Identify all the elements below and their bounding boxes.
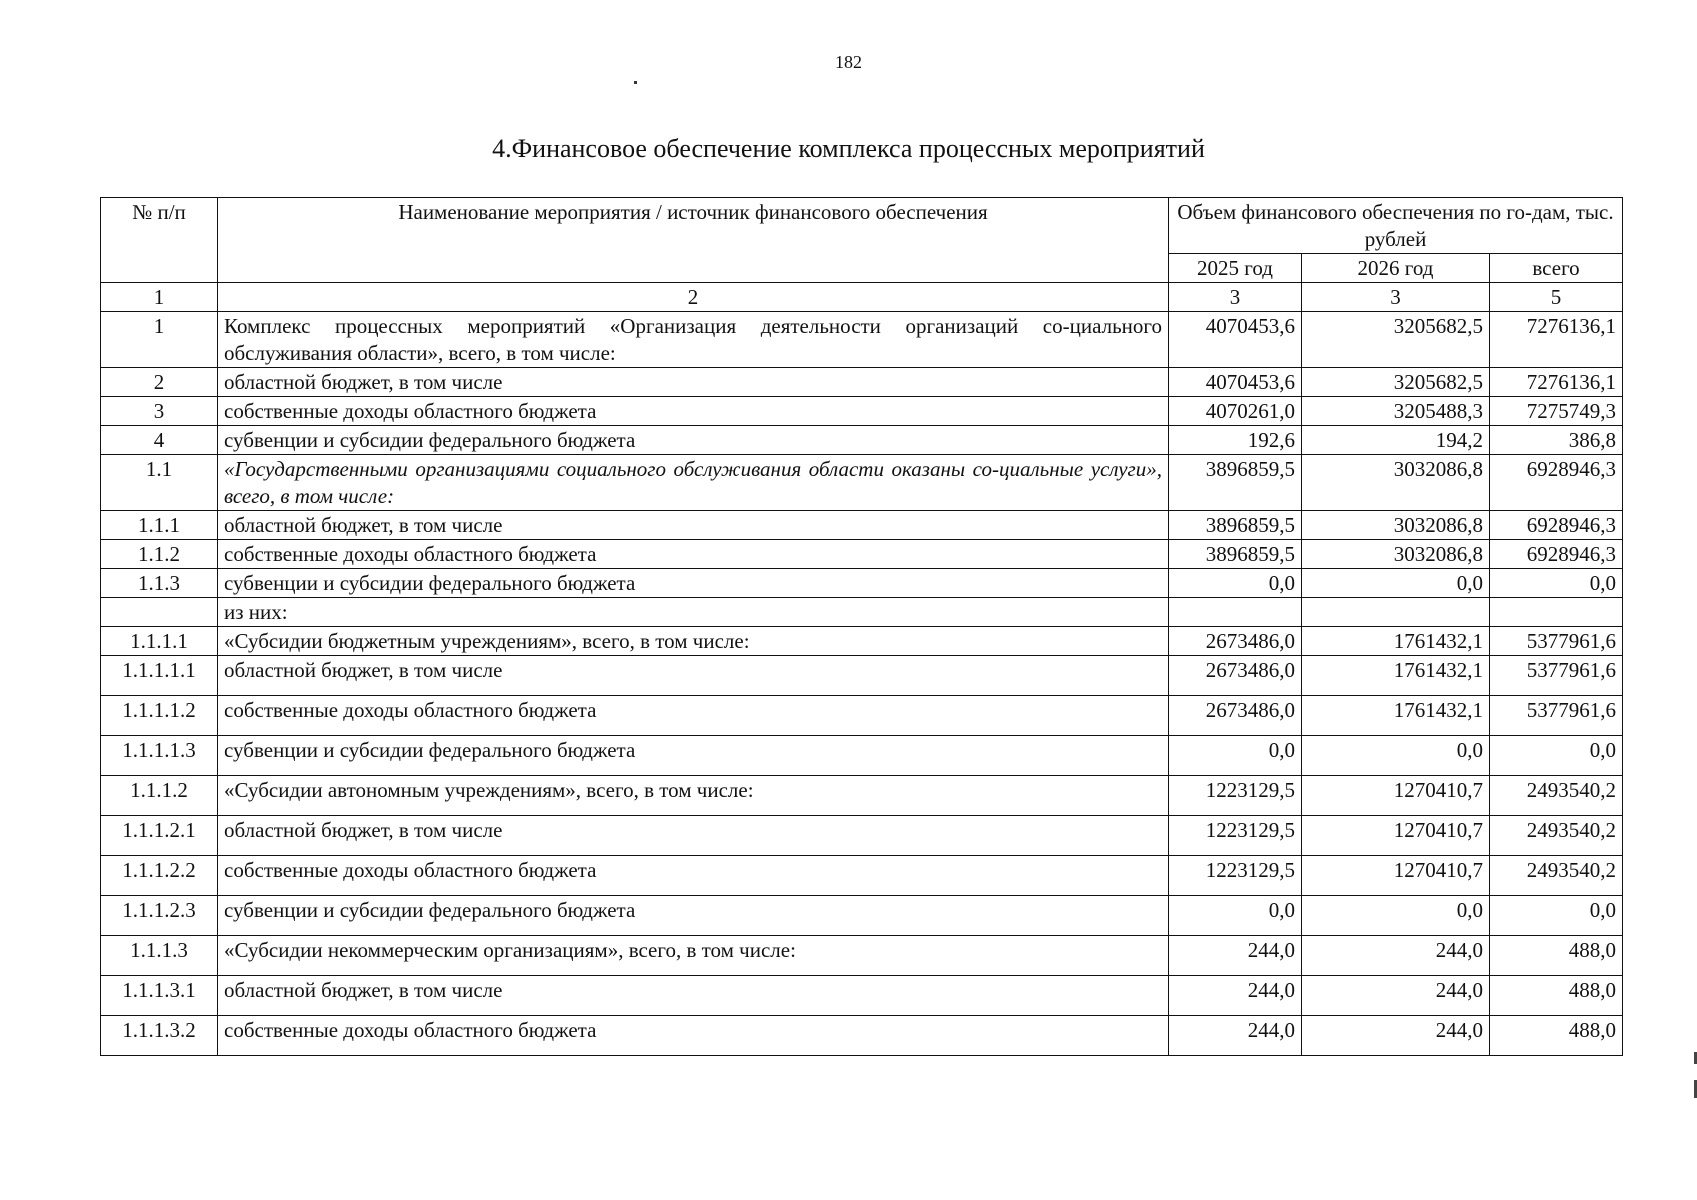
value-2025: 2673486,0 xyxy=(1169,627,1302,656)
row-number xyxy=(101,598,218,627)
value-2025: 2673486,0 xyxy=(1169,656,1302,696)
value-2026: 244,0 xyxy=(1302,936,1490,976)
table-row xyxy=(101,1016,1623,1056)
value-2026: 3205682,5 xyxy=(1302,312,1490,368)
value-2025: 0,0 xyxy=(1169,569,1302,598)
value-2026: 1270410,7 xyxy=(1302,816,1490,856)
row-number: 1.1.1.3.2 xyxy=(101,1016,218,1056)
value-total: 6928946,3 xyxy=(1490,455,1623,511)
value-total: 5377961,6 xyxy=(1490,627,1623,656)
value-total: 7276136,1 xyxy=(1490,312,1623,368)
row-number: 1.1 xyxy=(101,455,218,511)
row-name: собственные доходы областного бюджета xyxy=(218,397,1169,426)
financial-table xyxy=(100,197,1623,1056)
value-total: 5377961,6 xyxy=(1490,656,1623,696)
row-name: «Субсидии некоммерческим организациям», всего, в том числе: xyxy=(218,936,1169,976)
value-2026: 1270410,7 xyxy=(1302,856,1490,896)
row-number: 2 xyxy=(101,368,218,397)
value-2025: 244,0 xyxy=(1169,976,1302,1016)
column-index: 2 xyxy=(218,283,1169,312)
value-2026: 244,0 xyxy=(1302,1016,1490,1056)
table-row xyxy=(101,656,1623,696)
value-2026: 0,0 xyxy=(1302,569,1490,598)
table-row xyxy=(101,736,1623,776)
table-row xyxy=(101,540,1623,569)
column-index-row xyxy=(101,283,1623,312)
value-2025: 0,0 xyxy=(1169,896,1302,936)
value-2026: 0,0 xyxy=(1302,736,1490,776)
row-number: 1.1.1.3 xyxy=(101,936,218,976)
row-number: 1.1.1.2.1 xyxy=(101,816,218,856)
value-2025: 3896859,5 xyxy=(1169,455,1302,511)
value-total: 0,0 xyxy=(1490,896,1623,936)
scan-dot xyxy=(634,81,637,84)
table-row xyxy=(101,976,1623,1016)
table-row xyxy=(101,896,1623,936)
header-year-2026: 2026 год xyxy=(1302,254,1490,283)
row-name: областной бюджет, в том числе xyxy=(218,368,1169,397)
row-number: 3 xyxy=(101,397,218,426)
value-total: 7276136,1 xyxy=(1490,368,1623,397)
table-row xyxy=(101,426,1623,455)
header-num: № п/п xyxy=(101,198,218,283)
value-2026: 3032086,8 xyxy=(1302,511,1490,540)
value-2026: 3205488,3 xyxy=(1302,397,1490,426)
document-title: 4.Финансовое обеспечение комплекса процессных мероприятий xyxy=(492,134,1205,163)
value-2026: 3205682,5 xyxy=(1302,368,1490,397)
value-2025: 1223129,5 xyxy=(1169,816,1302,856)
row-number: 1.1.1.1 xyxy=(101,627,218,656)
row-number: 1.1.1.3.1 xyxy=(101,976,218,1016)
row-name: субвенции и субсидии федерального бюджета xyxy=(218,426,1169,455)
table-row xyxy=(101,455,1623,511)
row-number: 4 xyxy=(101,426,218,455)
row-name: областной бюджет, в том числе xyxy=(218,976,1169,1016)
value-2026: 244,0 xyxy=(1302,976,1490,1016)
column-index: 1 xyxy=(101,283,218,312)
row-number: 1.1.2 xyxy=(101,540,218,569)
row-number: 1.1.1.2 xyxy=(101,776,218,816)
value-total: 488,0 xyxy=(1490,936,1623,976)
row-name: «Субсидии автономным учреждениям», всего, в том числе: xyxy=(218,776,1169,816)
row-name: областной бюджет, в том числе xyxy=(218,511,1169,540)
row-name: «Государственными организациями социального обслуживания области оказаны со-циальные услуги», всего, в том числе: xyxy=(218,455,1169,511)
value-total: 6928946,3 xyxy=(1490,540,1623,569)
value-2025: 4070453,6 xyxy=(1169,368,1302,397)
header-name: Наименование мероприятия / источник финансового обеспечения xyxy=(218,198,1169,283)
row-number: 1.1.1.2.3 xyxy=(101,896,218,936)
value-total: 2493540,2 xyxy=(1490,776,1623,816)
value-2026: 1761432,1 xyxy=(1302,627,1490,656)
value-2025: 1223129,5 xyxy=(1169,856,1302,896)
value-2025: 192,6 xyxy=(1169,426,1302,455)
table-row xyxy=(101,627,1623,656)
table-row xyxy=(101,696,1623,736)
row-name: областной бюджет, в том числе xyxy=(218,816,1169,856)
value-2025: 4070261,0 xyxy=(1169,397,1302,426)
value-2025: 0,0 xyxy=(1169,736,1302,776)
value-total: 488,0 xyxy=(1490,1016,1623,1056)
header-year-2025: 2025 год xyxy=(1169,254,1302,283)
value-2026: 1761432,1 xyxy=(1302,696,1490,736)
row-name: из них: xyxy=(218,598,1169,627)
value-2025: 244,0 xyxy=(1169,1016,1302,1056)
table-row xyxy=(101,598,1623,627)
table-row xyxy=(101,816,1623,856)
row-name: субвенции и субсидии федерального бюджета xyxy=(218,896,1169,936)
value-total: 6928946,3 xyxy=(1490,511,1623,540)
value-2025: 244,0 xyxy=(1169,936,1302,976)
column-index: 3 xyxy=(1169,283,1302,312)
value-2026 xyxy=(1302,598,1490,627)
page-number: 182 xyxy=(835,52,862,72)
row-name: собственные доходы областного бюджета xyxy=(218,696,1169,736)
table-header xyxy=(101,198,1623,312)
row-number: 1.1.3 xyxy=(101,569,218,598)
value-total: 2493540,2 xyxy=(1490,856,1623,896)
row-name: субвенции и субсидии федерального бюджета xyxy=(218,569,1169,598)
value-total: 386,8 xyxy=(1490,426,1623,455)
row-name: «Субсидии бюджетным учреждениям», всего, в том числе: xyxy=(218,627,1169,656)
row-number: 1.1.1.2.2 xyxy=(101,856,218,896)
table-row xyxy=(101,397,1623,426)
value-2025: 3896859,5 xyxy=(1169,511,1302,540)
column-index: 3 xyxy=(1302,283,1490,312)
value-2026: 3032086,8 xyxy=(1302,455,1490,511)
value-2025: 3896859,5 xyxy=(1169,540,1302,569)
row-number: 1.1.1 xyxy=(101,511,218,540)
value-total: 0,0 xyxy=(1490,736,1623,776)
value-total: 488,0 xyxy=(1490,976,1623,1016)
table-row xyxy=(101,312,1623,368)
value-2026: 1761432,1 xyxy=(1302,656,1490,696)
value-total: 5377961,6 xyxy=(1490,696,1623,736)
value-total xyxy=(1490,598,1623,627)
value-2025: 2673486,0 xyxy=(1169,696,1302,736)
value-total: 2493540,2 xyxy=(1490,816,1623,856)
row-name: собственные доходы областного бюджета xyxy=(218,540,1169,569)
table-row xyxy=(101,368,1623,397)
column-index: 5 xyxy=(1490,283,1623,312)
value-total: 0,0 xyxy=(1490,569,1623,598)
row-name: собственные доходы областного бюджета xyxy=(218,1016,1169,1056)
row-name: областной бюджет, в том числе xyxy=(218,656,1169,696)
value-2025 xyxy=(1169,598,1302,627)
value-2026: 0,0 xyxy=(1302,896,1490,936)
table-row xyxy=(101,776,1623,816)
value-2025: 1223129,5 xyxy=(1169,776,1302,816)
table-row xyxy=(101,569,1623,598)
value-2025: 4070453,6 xyxy=(1169,312,1302,368)
row-number: 1.1.1.1.2 xyxy=(101,696,218,736)
header-volume: Объем финансового обеспечения по го-дам, тыс. рублей xyxy=(1169,198,1623,254)
row-name: собственные доходы областного бюджета xyxy=(218,856,1169,896)
table-row xyxy=(101,511,1623,540)
value-2026: 3032086,8 xyxy=(1302,540,1490,569)
header-total: всего xyxy=(1490,254,1623,283)
row-number: 1.1.1.1.1 xyxy=(101,656,218,696)
row-number: 1.1.1.1.3 xyxy=(101,736,218,776)
value-2026: 1270410,7 xyxy=(1302,776,1490,816)
table-row xyxy=(101,856,1623,896)
row-number: 1 xyxy=(101,312,218,368)
value-2026: 194,2 xyxy=(1302,426,1490,455)
row-name: субвенции и субсидии федерального бюджета xyxy=(218,736,1169,776)
value-total: 7275749,3 xyxy=(1490,397,1623,426)
table-body xyxy=(101,312,1623,1056)
row-name: Комплекс процессных мероприятий «Организация деятельности организаций со-циального обслуживания области», всего, в том числе: xyxy=(218,312,1169,368)
table-row xyxy=(101,936,1623,976)
